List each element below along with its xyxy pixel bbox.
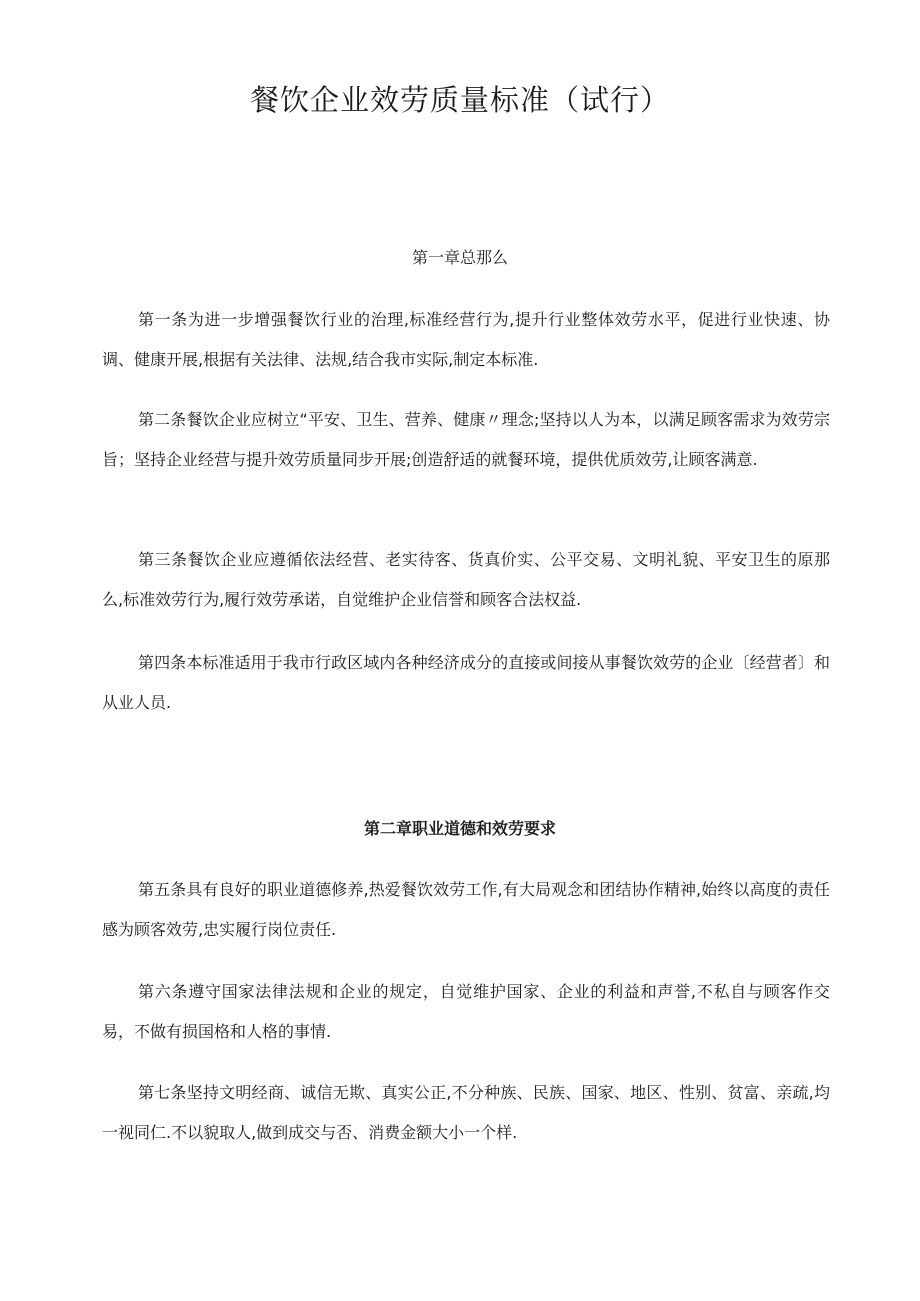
article-2: 第二条餐饮企业应树立“平安、卫生、营养、健康〃理念;坚持以人为本，以满足顾客需求为效劳宗旨；坚持企业经营与提升效劳质量同步开展;创造舒适的就餐环境，提供优质效劳,让顾客满意. xyxy=(102,410,830,469)
chapter-2-title: 第二章职业道德和效劳要求 xyxy=(363,819,556,838)
article-4: 第四条本标准适用于我市行政区域内各种经济成分的直接或间接从事餐饮效劳的企业〔经营者〕和从业人员. xyxy=(102,653,830,712)
chapter-1-title: 第一章总那么 xyxy=(411,248,508,267)
article-6: 第六条遵守国家法律法规和企业的规定，自觉维护国家、企业的利益和声誉,不私自与顾客作交易，不做有损国格和人格的事情. xyxy=(102,982,830,1041)
article-1: 第一条为进一步增强餐饮行业的治理,标准经营行为,提升行业整体效劳水平，促进行业快速、协调、健康开展,根据有关法律、法规,结合我市实际,制定本标准. xyxy=(102,310,830,369)
article-3: 第三条餐饮企业应遵循依法经营、老实待客、货真价实、公平交易、文明礼貌、平安卫生的原那么,标准效劳行为,履行效劳承诺，自觉维护企业信誉和顾客合法权益. xyxy=(102,550,830,609)
article-5: 第五条具有良好的职业道德修养,热爱餐饮效劳工作,有大局观念和团结协作精神,始终以高度的责任感为顾客效劳,忠实履行岗位责任. xyxy=(102,880,830,939)
article-7: 第七条坚持文明经商、诚信无欺、真实公正,不分种族、民族、国家、地区、性别、贫富、亲疏,均一视同仁.不以貌取人,做到成交与否、消费金额大小一个样. xyxy=(102,1083,830,1142)
document-title: 餐饮企业效劳质量标准（试行） xyxy=(249,83,670,117)
